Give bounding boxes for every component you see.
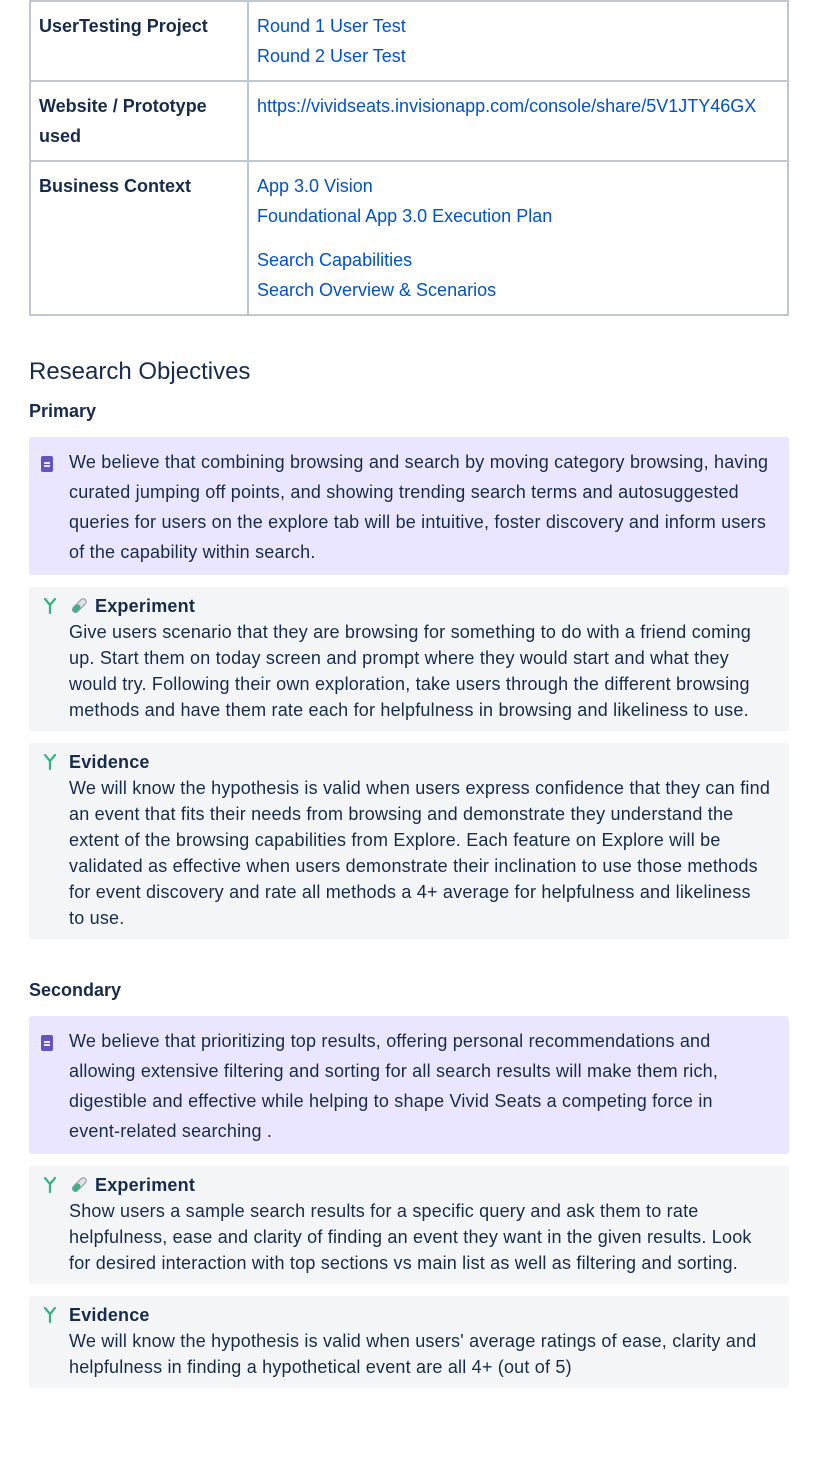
link-app-vision[interactable]: App 3.0 Vision [257, 176, 373, 196]
table-row [30, 161, 788, 315]
branch-icon [41, 1175, 57, 1193]
branch-icon [41, 596, 57, 614]
experiment-label: Experiment [95, 596, 196, 616]
row-value [248, 81, 788, 161]
page-content [29, 0, 789, 1388]
row-key: UserTesting Project [30, 1, 248, 81]
evidence-title: Evidence [69, 1305, 150, 1325]
primary-heading: Primary [29, 401, 97, 421]
row-value [248, 1, 788, 81]
link-search-overview[interactable]: Search Overview & Scenarios [257, 280, 497, 300]
research-objectives-heading: Research Objectives [29, 358, 251, 385]
note-icon [41, 451, 57, 469]
project-info-table [29, 0, 789, 316]
secondary-evidence-panel [29, 1296, 789, 1388]
evidence-text: We will know the hypothesis is valid when users express confidence that they can find an event that fits their needs from browsing and demonstrate they understand the extent of the browsing capabilities from Explore. Each feature on Explore will be validated as effective when users demonstrate their inclination to use those methods for event discovery and rate all methods a 4+ average for helpfulness and likeliness to use. [69, 778, 771, 928]
experiment-title [69, 1172, 771, 1198]
spacer [257, 231, 779, 245]
branch-icon [41, 1305, 57, 1323]
link-execution-plan[interactable]: Foundational App 3.0 Execution Plan [257, 206, 553, 226]
experiment-text: Give users scenario that they are browsing for something to do with a friend coming up. Start them on today screen and prompt where they would start and what they would try. Following their own exploration, take users through the different browsing methods and have them rate each for helpfulness in browsing and likeliness to use. [69, 622, 751, 720]
experiment-title [69, 593, 771, 619]
primary-evidence-panel [29, 743, 789, 939]
table-row [30, 81, 788, 161]
test-tube-icon [69, 1175, 89, 1195]
note-icon [41, 1030, 57, 1048]
link-round1-user-test[interactable]: Round 1 User Test [257, 16, 406, 36]
row-key: Business Context [30, 161, 248, 315]
primary-experiment-panel [29, 587, 789, 731]
evidence-text: We will know the hypothesis is valid when users' average ratings of ease, clarity and helpfulness in finding a hypothetical event are all 4+ (out of 5) [69, 1331, 757, 1377]
experiment-label: Experiment [95, 1175, 196, 1195]
row-value [248, 161, 788, 315]
test-tube-icon [69, 596, 89, 616]
primary-hypothesis-panel [29, 437, 789, 575]
link-round2-user-test[interactable]: Round 2 User Test [257, 46, 406, 66]
branch-icon [41, 752, 57, 770]
link-prototype-url[interactable]: https://vividseats.invisionapp.com/console/share/5V1JTY46GX [257, 96, 757, 116]
hypothesis-text: We believe that prioritizing top results, offering personal recommendations and allowing extensive filtering and sorting for all search results will make them rich, digestible and effective while helping to shape Vivid Seats a competing force in event-related searching . [69, 1031, 719, 1141]
hypothesis-text: We believe that combining browsing and search by moving category browsing, having curated jumping off points, and showing trending search terms and autosuggested queries for users on the explore tab will be intuitive, foster discovery and inform users of the capability within search. [69, 452, 769, 562]
experiment-text: Show users a sample search results for a specific query and ask them to rate helpfulness, ease and clarity of finding an event they want in the given results. Look for desired interaction with top sections vs main list as well as filtering and sorting. [69, 1201, 752, 1273]
evidence-title: Evidence [69, 752, 150, 772]
table-row [30, 1, 788, 81]
secondary-heading: Secondary [29, 980, 122, 1000]
row-key: Website / Prototype used [30, 81, 248, 161]
secondary-experiment-panel [29, 1166, 789, 1284]
secondary-hypothesis-panel [29, 1016, 789, 1154]
link-search-capabilities[interactable]: Search Capabilities [257, 250, 413, 270]
